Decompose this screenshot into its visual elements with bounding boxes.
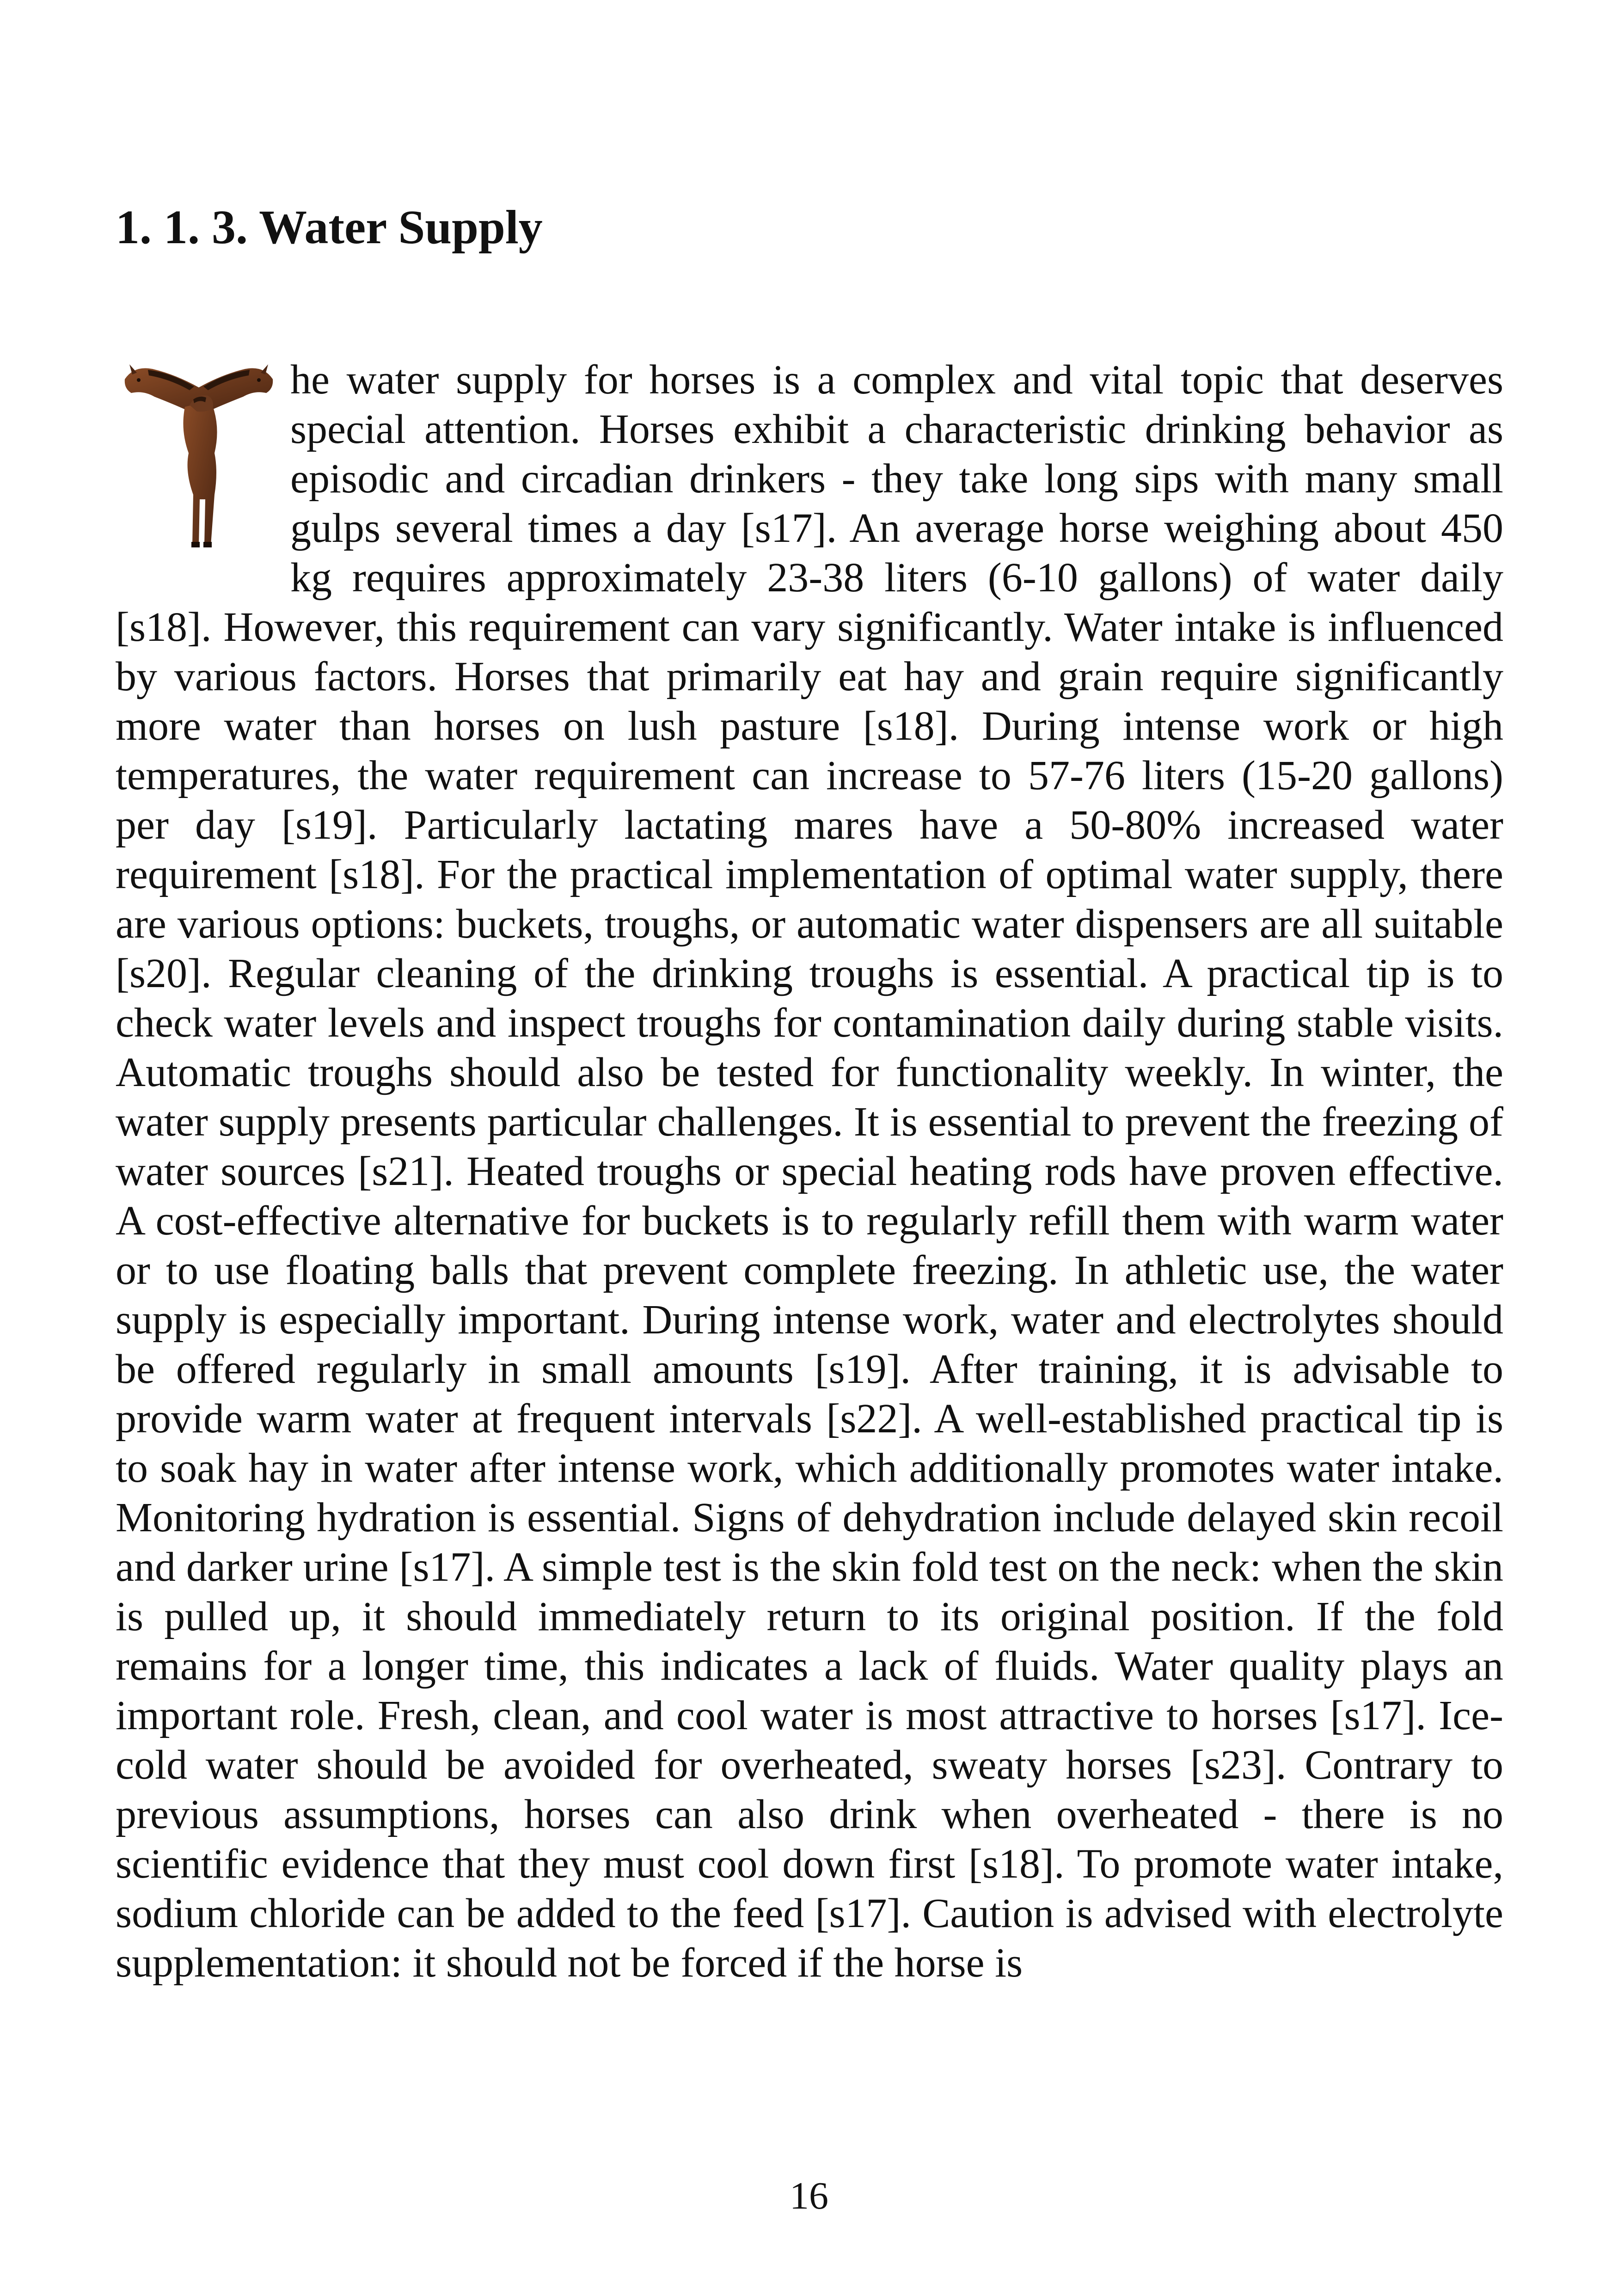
page-number: 16 — [790, 2174, 828, 2217]
body-paragraph — [116, 355, 1503, 1988]
section-heading: 1. 1. 3. Water Supply — [116, 201, 543, 254]
body-text-content: he water supply for horses is a complex and vital topic that deserves special attention. Horses exhibit a characteristic drinking behavior as episodic and circadian drinkers - they take long sips with many small gulps several times a day [s17]. An average horse weighing about 450 kg requires approximately 23-38 liters (6-10 gallons) of water daily [s18]. However, this requirement can vary significantly. Water intake is influenced by various factors. Horses that primarily eat hay and grain require significantly more water than horses on lush pasture [s18]. During intense work or high temperatures, the water requirement can increase to 57-76 liters (15-20 gallons) per day [s19]. Particularly lactating mares have a 50-80% increased water requirement [s18]. For the practical implementation of optimal water supply, there are various options: buckets, troughs, or automatic water dispensers are all suitable [s20]. Regular cleaning of the drinking troughs is essential. A practical tip is to check water levels and inspect troughs for contamination daily during stable visits. Automatic troughs should also be tested for functionality weekly. In winter, the water supply presents particular challenges. It is essential to prevent the freezing of water sources [s21]. Heated troughs or special heating rods have proven effective. A cost-effective alternative for buckets is to regularly refill them with warm water or to use floating balls that prevent complete freezing. In athletic use, the water supply is especially important. During intense work, water and electrolytes should be offered regularly in small amounts [s19]. After training, it is advisable to provide warm water at frequent intervals [s22]. A well-established practical tip is to soak hay in water after intense work, which additionally promotes water intake. Monitoring hydration is essential. Signs of dehydration include delayed skin recoil and darker urine [s17]. A simple test is the skin fold test on the neck: when the skin is pulled up, it should immediately return to its original position. If the fold remains for a longer time, this indicates a lack of fluids. Water quality plays an important role. Fresh, clean, and cool water is most attractive to horses [s17]. Ice-cold water should be avoided for overheated, sweaty horses [s23]. Contrary to previous assumptions, horses can also drink when overheated - there is no scientific evidence that they must cool down first [s18]. To promote water intake, sodium chloride can be added to the feed [s17]. Caution is advised with electrolyte supplementation: it should not be forced if the horse is — [116, 357, 1503, 1986]
horse-dropcap-icon — [116, 361, 282, 559]
